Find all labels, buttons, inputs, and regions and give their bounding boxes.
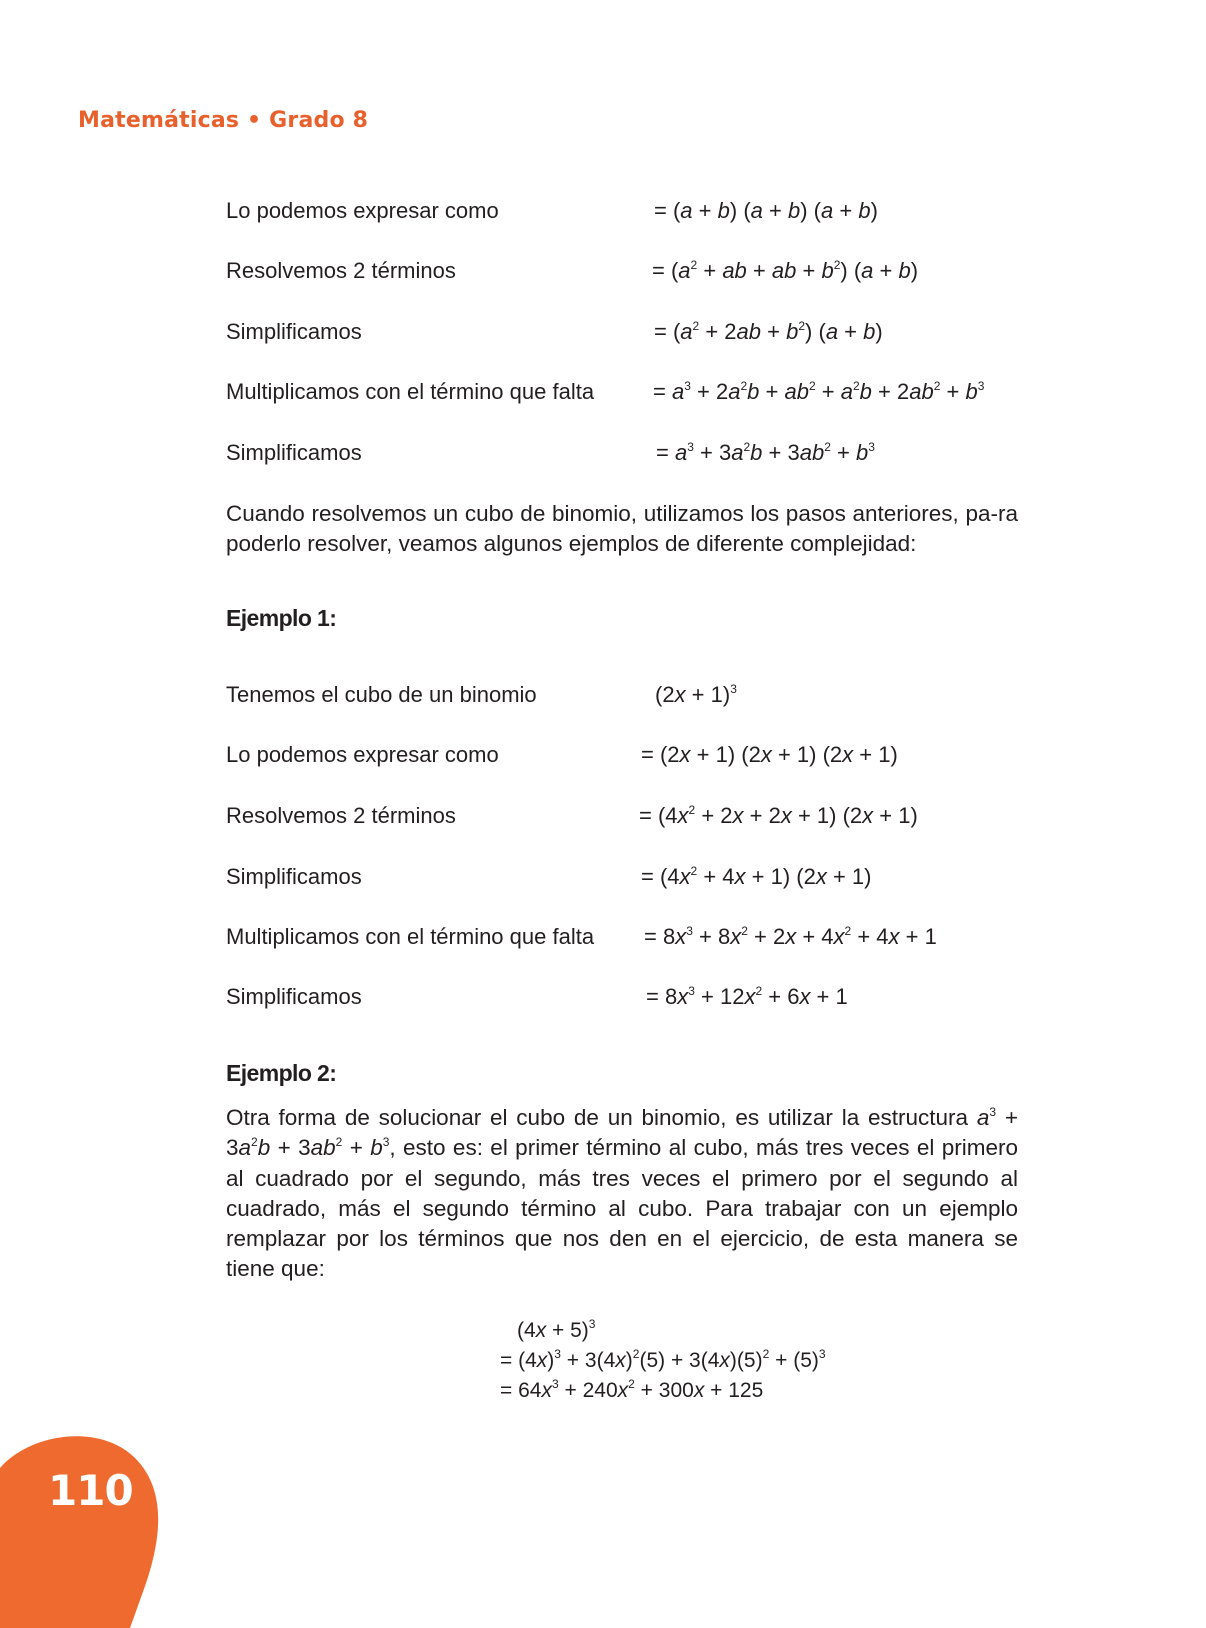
step-label: Simplificamos bbox=[226, 864, 362, 889]
page-number-badge-shape bbox=[0, 1428, 160, 1628]
example-2-text-after: , esto es: el primer término al cubo, más tres veces el primero al cuadrado por el segundo, más tres veces el primero por el segundo al cuadrado, más el segundo término al cubo. Para trabajar con un ejemplo remplazar por los términos que nos den en el ejercicio, de esta manera se tiene que: bbox=[226, 1135, 1018, 1282]
example-2-paragraph bbox=[226, 1103, 1018, 1285]
step-expression: = $(4x^2 + 2x + 2x + 1) (2x + 1)$ bbox=[639, 803, 918, 828]
step-label: Multiplicamos con el término que falta bbox=[226, 379, 595, 404]
example-1-heading: Ejemplo 1: bbox=[226, 605, 337, 631]
step-label: Lo podemos expresar como bbox=[226, 198, 499, 223]
header-grade: Grado 8 bbox=[269, 108, 369, 133]
step-expression: = (2x + 1) (2x + 1) (2x + 1) bbox=[641, 742, 898, 767]
paragraph-intro: Cuando resolvemos un cubo de binomio, utilizamos los pasos anteriores, pa-ra poderlo resolver, veamos algunos ejemplos de diferente complejidad: bbox=[226, 501, 1018, 557]
step-label: Simplificamos bbox=[226, 984, 362, 1009]
step-expression: = $(4x^2 + 4x + 1) (2x + 1)$ bbox=[641, 864, 872, 889]
example-2-heading: Ejemplo 2: bbox=[226, 1060, 337, 1086]
final-line-1: $(4x + 5)^3$ bbox=[517, 1317, 596, 1342]
step-expression: = $8x^3 + 8x^2 + 2x + 4x^2 + 4x + 1$ bbox=[644, 924, 937, 949]
step-label: Simplificamos bbox=[226, 319, 362, 344]
final-line-2: = $(4x)^3 + 3(4x)^2(5) + 3(4x)(5)^2 + (5)^3$ bbox=[500, 1347, 826, 1372]
step-expression: = $a^3 + 2a^2b + ab^2 + a^2b + 2ab^2 + b^3$ bbox=[653, 379, 985, 404]
step-expression: = $8x^3 + 12x^2 + 6x + 1$ bbox=[646, 984, 848, 1009]
page-number: 110 bbox=[48, 1466, 133, 1515]
structure-formula: $a^3 + 3a^2b + 3ab^2 + b^3$ bbox=[226, 1105, 1018, 1161]
example-2-text-before: Otra forma de solucionar el cubo de un binomio, es utilizar la estructura bbox=[226, 1105, 969, 1130]
step-label: Tenemos el cubo de un binomio bbox=[226, 682, 537, 707]
step-expression: = $a^3 + 3a^2b + 3ab^2 + b^3$ bbox=[656, 440, 875, 465]
step-expression: = (a + b) (a + b) (a + b) bbox=[654, 198, 878, 223]
step-expression: $(2x + 1)^3$ bbox=[655, 682, 737, 707]
final-line-3: = $64x^3 + 240x^2 + 300x + 125$ bbox=[500, 1377, 764, 1402]
step-label: Resolvemos 2 términos bbox=[226, 803, 456, 828]
step-label: Multiplicamos con el término que falta bbox=[226, 924, 595, 949]
step-label: Lo podemos expresar como bbox=[226, 742, 499, 767]
header-subject: Matemáticas bbox=[78, 108, 240, 133]
step-expression: = ($a^2$ + ab + ab + $b^2$) (a + b) bbox=[652, 258, 919, 283]
step-label: Simplificamos bbox=[226, 440, 362, 465]
running-header bbox=[78, 108, 368, 133]
header-separator: • bbox=[247, 108, 262, 133]
step-expression: = $(a^2 + 2ab + b^2) (a + b)$ bbox=[654, 319, 883, 344]
step-label: Resolvemos 2 términos bbox=[226, 258, 456, 283]
